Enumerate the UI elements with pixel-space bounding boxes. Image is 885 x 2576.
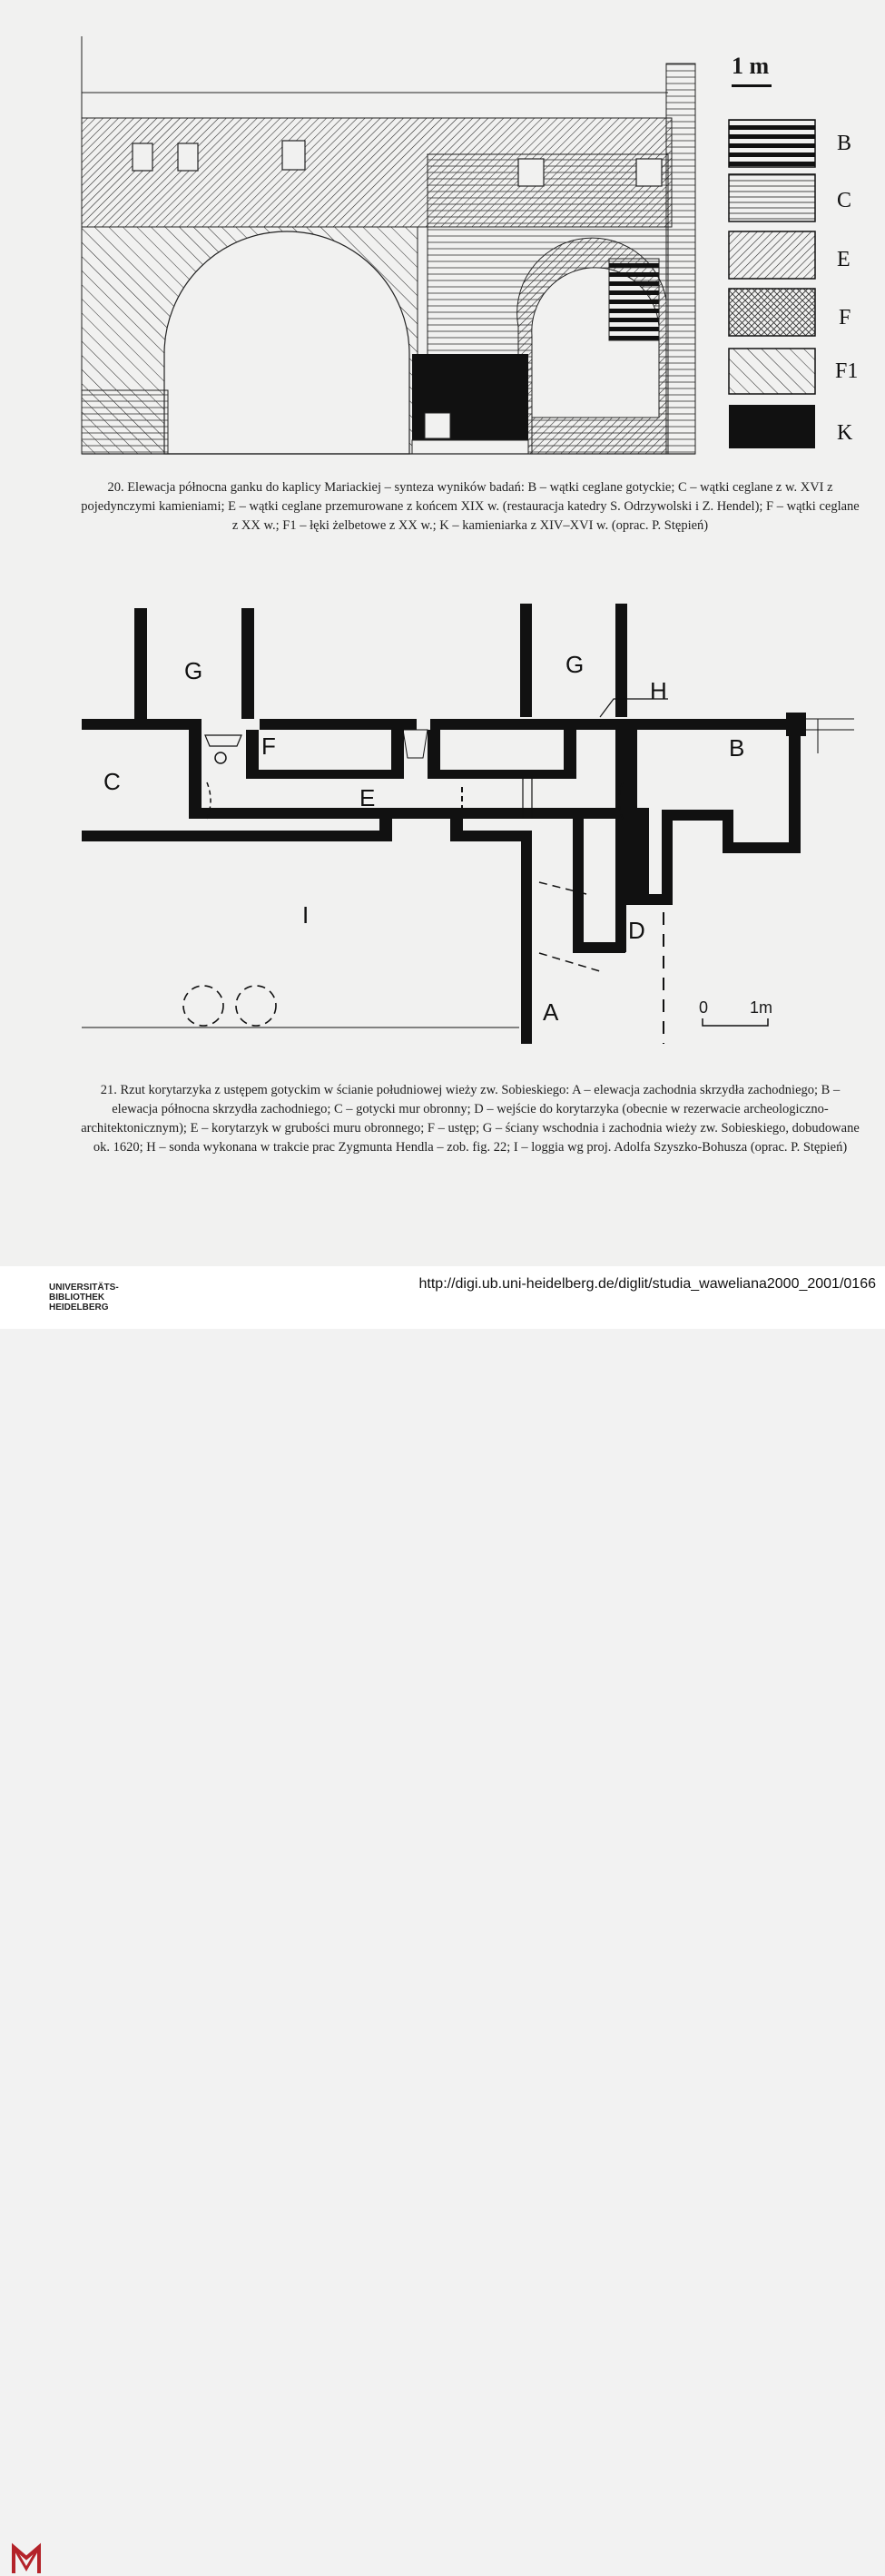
plan-label-f: F <box>261 732 276 760</box>
figure-20-scale-label: 1 m <box>732 53 770 79</box>
legend-label-c: C <box>837 189 852 212</box>
plan-label-b: B <box>729 734 745 762</box>
plan-label-i: I <box>302 901 310 929</box>
plan-scale-label: 1m <box>750 998 773 1017</box>
legend-swatch-e <box>729 231 815 279</box>
legend-label-b: B <box>837 132 852 155</box>
figure-20-caption: 20. Elewacja północna ganku do kaplicy Mariackiej – synteza wyników badań: B – wątki ceglane gotyckie; C – wątki ceglane z w. XVI z pojedynczymi kamieniami; E – wątki ceglane przemurowane z końcem XIX w. (restauracja katedry S. Odrzywolski i Z. Hendel); F – wątki ceglane z XX w.; F1 – łęki żelbetowe z XX w.; K – kamieniarka z XIV–XVI w. (oprac. P. Stępień) <box>81 480 860 533</box>
page <box>0 0 885 1266</box>
plan-label-a: A <box>543 998 559 1026</box>
figure-21-caption: 21. Rzut korytarzyka z ustępem gotyckim w ścianie południowej wieży zw. Sobieskiego: A – elewacja zachodnia skrzydła zachodniego; B – elewacja północna skrzydła zachodniego; C – gotycki mur obronny; D – wejście do korytarzyka (obecnie w rezerwacie archeologiczno-architektonicznym); E – korytarzyk w grubości muru obronnego; F – ustęp; G – ściany wschodnia i zachodnia wieży zw. Sobieskiego, dobudowane ok. 1620; H – sonda wykonana w trakcie prac Zygmunta Hendla – zob. fig. 22; I – loggia wg proj. Adolfa Szyszko-Bohusza (oprac. P. Stępień) <box>81 1083 860 1155</box>
plan-scale-zero: 0 <box>699 998 709 1017</box>
plan-label-d: D <box>628 917 645 944</box>
legend-label-f: F <box>839 306 851 329</box>
legend-label-f1: F1 <box>835 359 859 383</box>
figure-20-legend <box>726 116 826 452</box>
legend-label-e: E <box>837 248 851 271</box>
plan-label-g-left: G <box>184 657 203 684</box>
plan-label-e: E <box>359 784 376 811</box>
legend-swatch-f <box>729 289 815 336</box>
source-url-link[interactable]: http://digi.ub.uni-heidelberg.de/diglit/studia_waweliana2000_2001/0166 <box>418 1276 876 1292</box>
legend-label-k: K <box>837 421 853 445</box>
legend-swatch-f1 <box>729 349 815 394</box>
library-name-line3: HEIDELBERG <box>49 1303 109 1313</box>
library-name <box>49 1283 119 1313</box>
library-logo-icon <box>11 2542 42 2576</box>
figure-20-elevation <box>78 27 704 458</box>
legend-swatch-b <box>729 120 815 167</box>
library-name-line1: UNIVERSITÄTS- <box>49 1283 119 1293</box>
plan-label-g-right: G <box>565 651 585 678</box>
plan-label-c: C <box>103 768 121 795</box>
figure-20-scale-bar <box>732 84 772 87</box>
library-name-line2: BIBLIOTHEK <box>49 1293 105 1303</box>
plan-label-h: H <box>650 677 667 704</box>
legend-swatch-k <box>729 405 815 448</box>
legend-swatch-c <box>729 174 815 221</box>
